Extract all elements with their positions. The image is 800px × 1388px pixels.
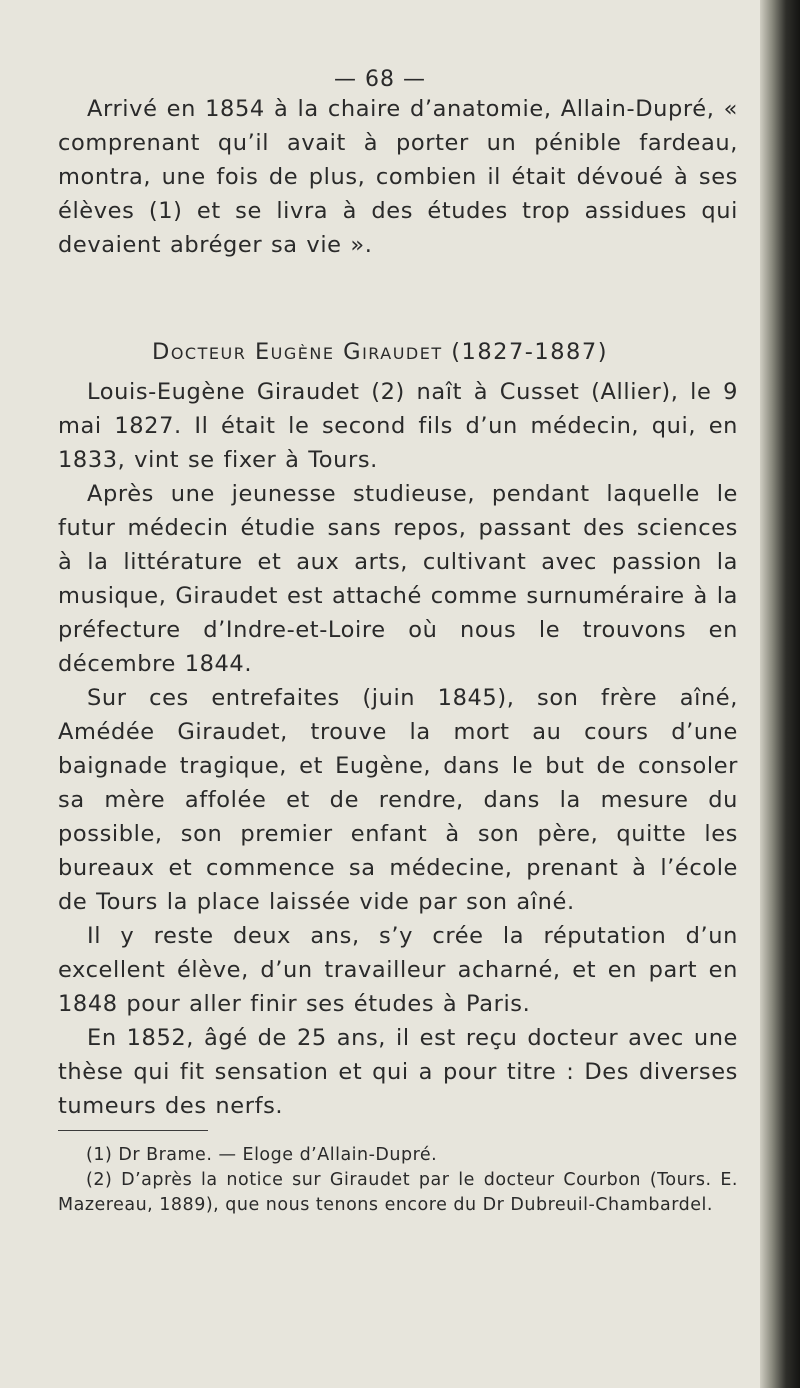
- footnote-divider: [58, 1130, 208, 1131]
- body-text: [58, 375, 738, 1123]
- footnotes: [58, 1143, 738, 1218]
- body-paragraph: Louis-Eugène Giraudet (2) naît à Cusset (Allier), le 9 mai 1827. Il était le second fils d’un médecin, qui, en 1833, vint se fixer à Tours.: [58, 379, 738, 473]
- body-paragraph: Après une jeunesse studieuse, pendant laquelle le futur médecin étudie sans repos, passant des sciences à la littérature et aux arts, cultivant avec passion la musique, Giraudet est attaché comme surnuméraire à la préfecture d’Indre-et-Loire où nous le trouvons en décembre 1844.: [58, 481, 738, 677]
- footnote: (1) Dr Brame. — Eloge d’Allain-Dupré.: [86, 1145, 438, 1165]
- intro-paragraph: Arrivé en 1854 à la chaire d’anatomie, Allain-Dupré, « comprenant qu’il avait à porter un pénible fardeau, montra, une fois de plus, combien il était dévoué à ses élèves (1) et se livra à des études trop assidues qui devaient abréger sa vie ».: [58, 96, 738, 258]
- body-paragraph: En 1852, âgé de 25 ans, il est reçu docteur avec une thèse qui fit sensation et qui a pour titre : Des diverses tumeurs des nerfs.: [58, 1025, 738, 1119]
- footnote: (2) D’après la notice sur Giraudet par le docteur Courbon (Tours. E. Mazereau, 1889), que nous tenons encore du Dr Dubreuil-Chambardel.: [58, 1170, 738, 1215]
- body-paragraph: Il y reste deux ans, s’y crée la réputation d’un excellent élève, d’un travailleur acharné, et en part en 1848 pour aller finir ses études à Paris.: [58, 923, 738, 1017]
- intro-section: [58, 92, 738, 262]
- page-number: — 68 —: [334, 67, 426, 92]
- book-binding-edge: [760, 0, 800, 1388]
- section-heading: Docteur Eugène Giraudet (1827-1887): [152, 339, 608, 365]
- body-paragraph: Sur ces entrefaites (juin 1845), son frère aîné, Amédée Giraudet, trouve la mort au cours d’une baignade tragique, et Eugène, dans le but de consoler sa mère affolée et de rendre, dans la mesure du possible, son premier enfant à son père, quitte les bureaux et commence sa médecine, prenant à l’école de Tours la place laissée vide par son aîné.: [58, 685, 738, 915]
